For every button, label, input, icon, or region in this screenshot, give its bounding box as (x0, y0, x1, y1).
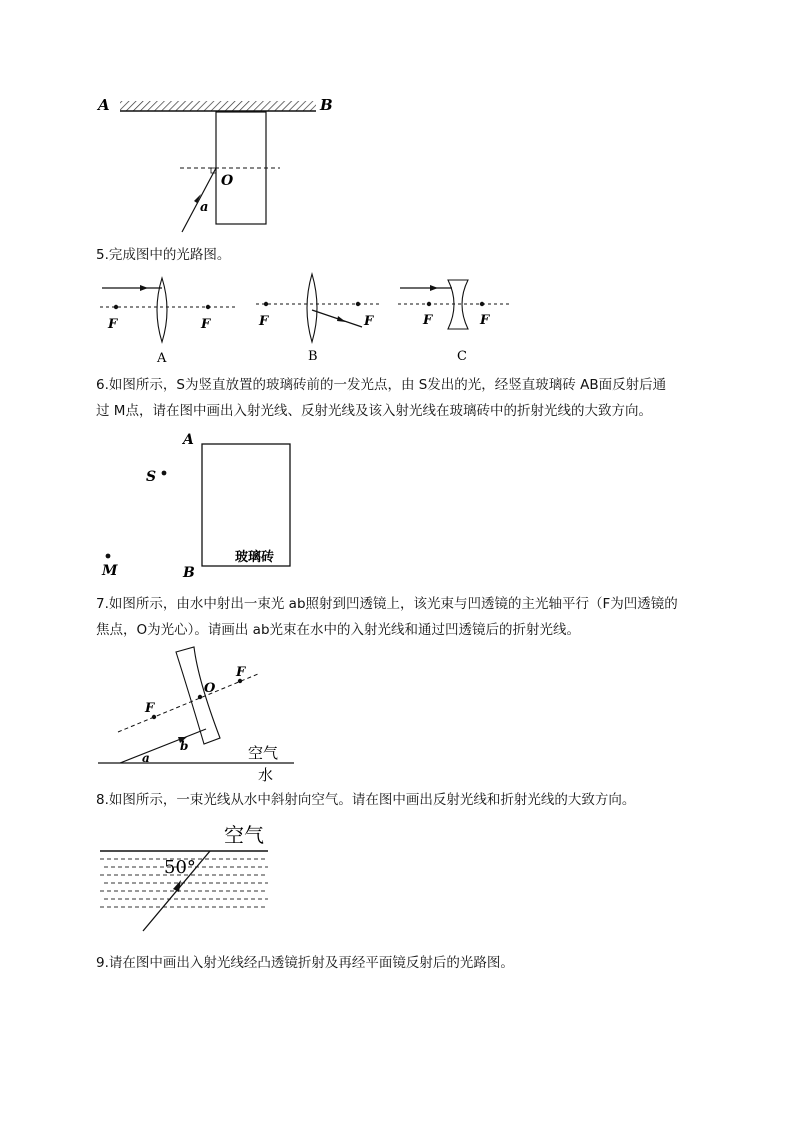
figure-mirror-ab (90, 90, 350, 235)
lens-a-label-f-left: F (108, 317, 118, 332)
lens-a-caption: A (157, 351, 167, 366)
label-b-point: B (320, 96, 333, 114)
lens-a-focus-right (206, 305, 210, 309)
label-a-point: A (98, 96, 110, 114)
label-a-ray: a (142, 751, 150, 765)
lens-c-focus-right (480, 302, 484, 306)
lens-b-convex (307, 274, 317, 342)
question-7-line-2: 焦点，O为光心）。请画出 ab光束在水中的入射光线和通过凹透镜后的折射光线。 (96, 622, 581, 638)
lens-b-ray-arrow (337, 316, 346, 322)
lens-c-ray-arrow (430, 285, 438, 291)
mirror-hatching (120, 101, 316, 111)
lens-a-focus-left (114, 305, 118, 309)
lens-c-focus-left (427, 302, 431, 306)
lens-a-label-f-right: F (201, 317, 211, 332)
label-o: O (204, 681, 216, 696)
lens-b-group (256, 274, 381, 364)
point-s (162, 471, 167, 476)
principal-axis-dashed (118, 674, 258, 732)
label-f-left: F (145, 701, 155, 716)
label-f-right: F (236, 665, 246, 680)
question-9-text: 9.请在图中画出入射光线经凸透镜折射及再经平面镜反射后的光路图。 (96, 955, 514, 971)
glass-brick-rect (202, 444, 290, 566)
angle-label: 50° (164, 857, 196, 878)
label-air: 空气 (248, 744, 279, 762)
label-o-point: O (221, 173, 234, 189)
label-ray-a: a (200, 200, 209, 215)
optical-center-o (198, 695, 202, 699)
label-m: M (102, 563, 118, 579)
question-8-text: 8.如图所示，一束光线从水中斜射向空气。请在图中画出反射光线和折射光线的大致方向。 (96, 792, 636, 808)
lens-c-label-f-right: F (480, 313, 490, 328)
glass-brick-label: 玻璃砖 (235, 550, 275, 565)
label-s: S (146, 469, 157, 485)
label-b-ray: b (180, 739, 189, 753)
figure-lenses (96, 272, 516, 367)
lens-a-group (100, 278, 236, 366)
lens-b-focus-right (356, 302, 360, 306)
question-5 (96, 245, 230, 265)
label-air-top: 空气 (224, 823, 264, 847)
figure-water-air (98, 818, 273, 934)
lens-b-label-f-right: F (364, 314, 374, 329)
question-6-line-2: 过 M点，请在图中画出入射光线、反射光线及该入射光线在玻璃砖中的折射光线的大致方向。 (96, 403, 652, 419)
question-6-line-1: 6.如图所示，S为竖直放置的玻璃砖前的一发光点，由 S发出的光，经竖直玻璃砖 AB面反射后通 (96, 377, 667, 393)
lens-b-caption: B (308, 349, 318, 364)
lens-a-ray-arrow (140, 285, 148, 291)
question-9 (96, 953, 514, 973)
lens-b-label-f-left: F (259, 314, 269, 329)
question-8 (96, 790, 635, 810)
point-m (106, 554, 111, 559)
lens-b-focus-left (264, 302, 268, 306)
lens-c-label-f-left: F (423, 313, 433, 328)
label-water: 水 (258, 766, 274, 784)
question-7-line-1: 7.如图所示，由水中射出一束光 ab照射到凹透镜上，该光束与凹透镜的主光轴平行（F为凹透镜的 (96, 596, 678, 612)
label-a-top: A (183, 432, 194, 448)
figure-glass-brick (98, 430, 308, 580)
lens-b-ray (312, 310, 362, 327)
lens-c-caption: C (457, 349, 467, 364)
question-5-text: 5.完成图中的光路图。 (96, 247, 231, 263)
ray-ab (120, 729, 206, 763)
lens-c-group (398, 280, 510, 364)
label-b-bottom: B (183, 565, 195, 581)
incident-ray-a (182, 168, 216, 232)
figure-concave-lens (98, 644, 308, 784)
question-7 (96, 591, 678, 643)
incident-ray-arrow (173, 880, 181, 892)
question-6 (96, 372, 666, 424)
